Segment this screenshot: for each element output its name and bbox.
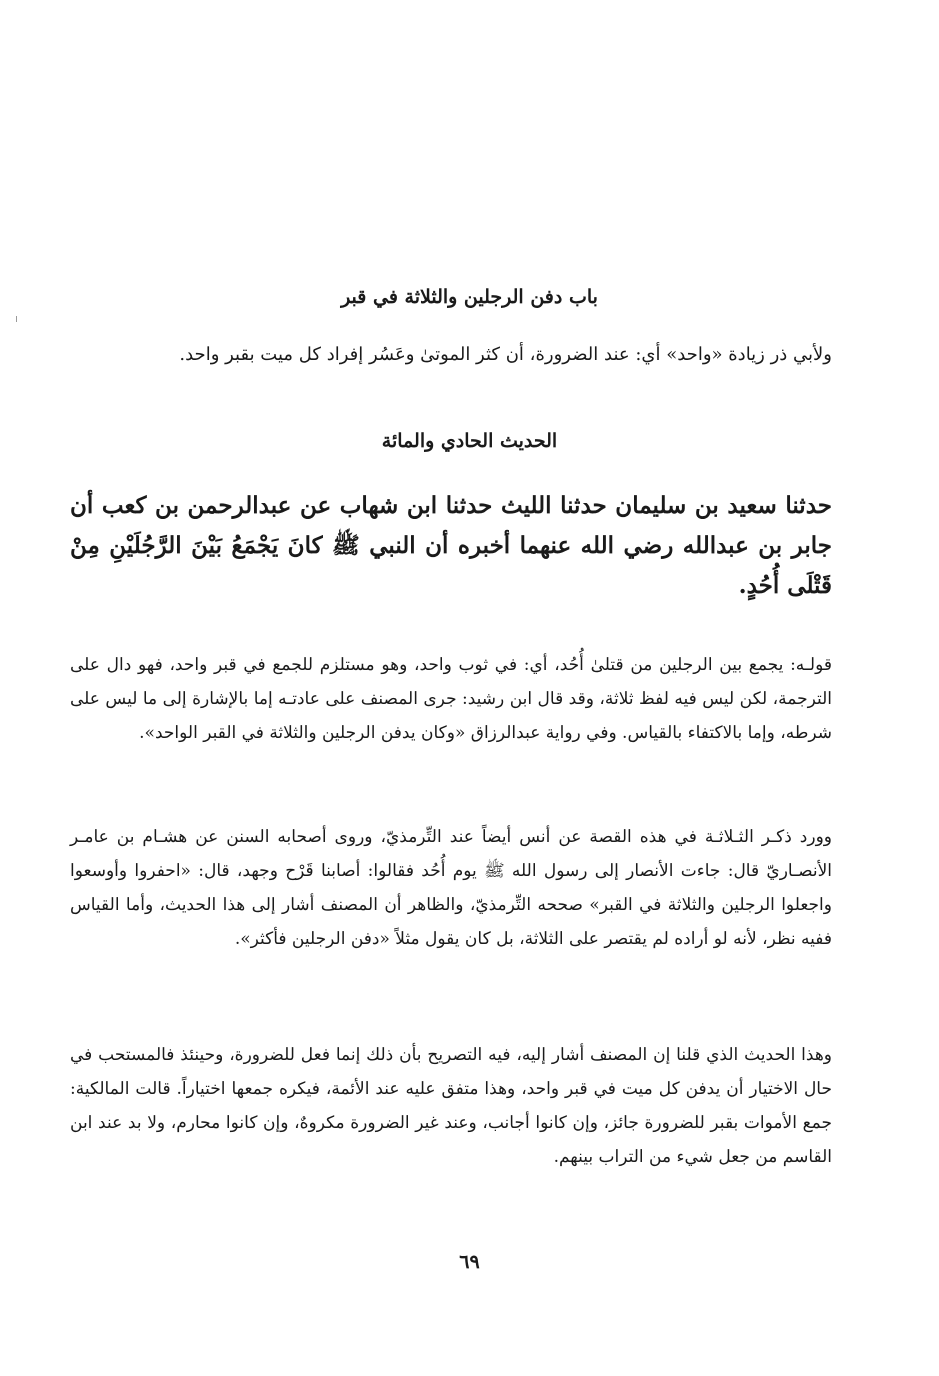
hadith-title: الحديث الحادي والمائة bbox=[381, 430, 558, 452]
hadith-text: حدثنا سعيد بن سليمان حدثنا الليث حدثنا ابن شهاب عن عبدالرحمن بن كعب أن جابر بن عبدالله رضي الله عنهما أخبره أن النبي ﷺ كانَ يَجْمَعُ بَيْنَ الرَّجُلَيْنِ مِنْ قَتْلَى أُحُدٍ. bbox=[70, 492, 832, 599]
page-number: ٦٩ bbox=[459, 1251, 480, 1273]
chapter-note: ولأبي ذر زيادة «واحد» أي: عند الضرورة، أن كثر الموتىٰ وعَسُر إفراد كل ميت بقبر واحد. bbox=[179, 344, 832, 365]
margin-mark bbox=[16, 316, 17, 322]
commentary-paragraph: قولـه: يجمع بين الرجلين من قتلىٰ أُحُد، أي: في ثوب واحد، وهو مستلزم للجمع في قبر واحد، فهو دال على الترجمة، لكن ليس فيه لفظ ثلاثة، وقد قال ابن رشيد: جرى المصنف على عادتـه إما بالإشارة إلى ما ليس على شرطه، وإما بالاكتفاء بالقياس. وفي رواية عبدالرزاق «وكان يدفن الرجلين والثلاثة في القبر الواحد». bbox=[70, 655, 832, 743]
commentary-paragraph: وهذا الحديث الذي قلنا إن المصنف أشار إليه، فيه التصريح بأن ذلك إنما فعل للضرورة، وحينئذ فالمستحب في حال الاختيار أن يدفن كل ميت في قبر واحد، وهذا متفق عليه عند الأئمة، فيكره جمعها اختياراً. قالت المالكية: جمع الأموات بقبر للضرورة جائز، وإن كانوا أجانب، وعند غير الضرورة مكروهٌ، وإن كانوا محارم، ولا بد عند ابن القاسم من جعل شيء من التراب بينهم. bbox=[70, 1045, 832, 1167]
chapter-title: باب دفن الرجلين والثلاثة في قبر bbox=[341, 286, 598, 308]
commentary-paragraph: وورد ذكـر الثـلاثـة في هذه القصة عن أنس أيضاً عند التِّرمذيّ، وروى أصحابه السنن عن هشـام بن عامـر الأنصـاريّ قال: جاءت الأنصار إلى رسول الله ﷺ يوم أُحُد فقالوا: أصابنا قَرْح وجهد، قال: «احفروا وأوسعوا واجعلوا الرجلين والثلاثة في القبر» صححه التِّرمذيّ، والظاهر أن المصنف أشار إلى هذا الحديث، وأما القياس ففيه نظر، لأنه لو أراده لم يقتصر على الثلاثة، بل كان يقول مثلاً «دفن الرجلين فأكثر». bbox=[70, 827, 832, 949]
